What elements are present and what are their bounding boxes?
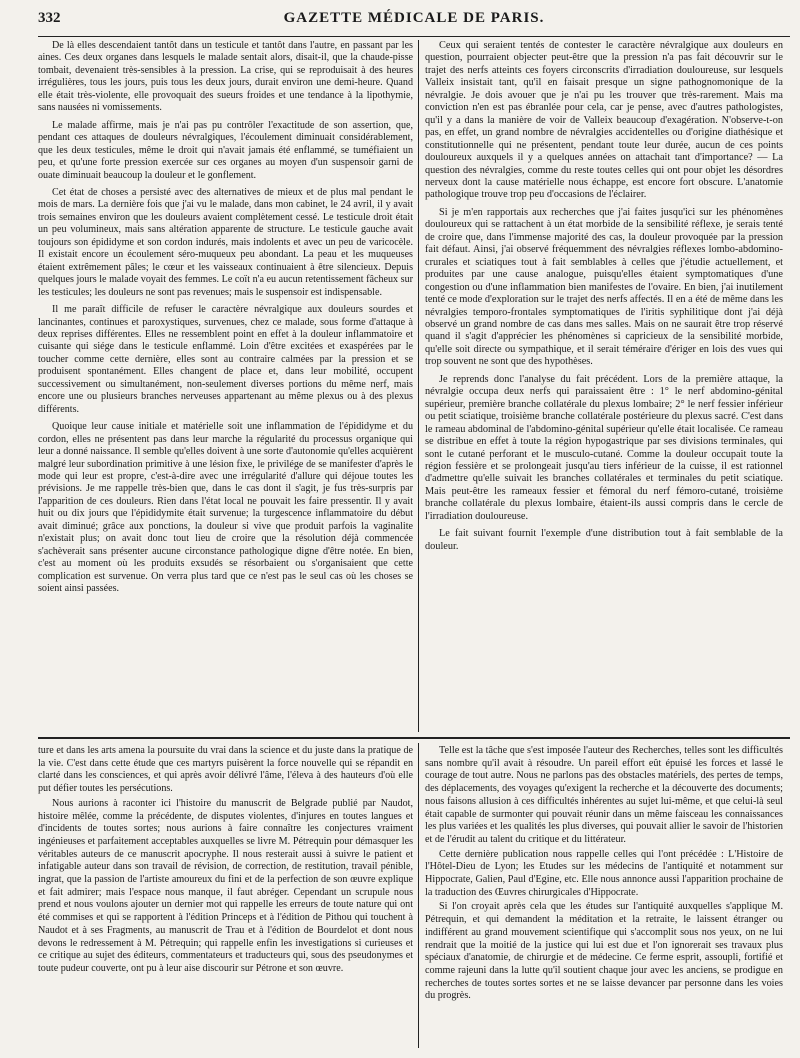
paragraph: Cet état de choses a persisté avec des alternatives de mieux et de plus mal pendant le mois de mars. La dernière fois que j'ai vu le malade, dans mon cabinet, le 24 avril, il y avait trois semaines environ que les douleurs avaient complètement cessé. Le testicule droit était un peu volumineux, mais sans altération apparente de structure. Le testicule gauche avait toujours son épididyme et son cordon indurés, mais indolents et avec un peu de varicocèle. Il existait encore un écoulement séro-muqueux peu abondant. La peau et les muqueuses étaient extrêmement pâles; le cœur et les vaisseaux continuaient à être silencieux. Depuis quelques jours le malade voyait des femmes. Le coït n'a eu aucun retentissement fâcheux sur les testicules; les douleurs ne sont pas revenues; mais le suspensoir est indispensable.	[38, 186, 413, 298]
paragraph: Cette dernière publication nous rappelle celles qui l'ont précédée : L'Histoire de l'Hôtel-Dieu de Lyon; les Etudes sur les médecins de l'antiquité et notamment sur Hippocrate, Galien, Paul d'Egine, etc. Elle nous annonce aussi l'apparition prochaine de la traduction des Œuvres chirurgicales d'Hippocrate.	[425, 848, 783, 898]
review-column-left	[38, 745, 413, 978]
paragraph: Quoique leur cause initiale et matérielle soit une inflammation de l'épididyme et du cordon, elles ne présentent pas dans leur marche la régularité du processus organique qui leur a donné naissance. Il semble qu'elles doivent à une sorte d'autonomie qu'elles acquièrent malgré leur subordination primitive à une lésion fixe, le privilége de se manifester d'après le mode qui leur est propre, c'est-à-dire avec une irrégularité d'allure qui déjoue toutes les prévisions. Je me rappelle très-bien que, dans le cas dont il s'agit, je fus très-surpris par l'apparition de ces douleurs. Rien dans l'état local ne pouvait les faire pressentir. Il y avait huit ou dix jours que l'épididymite était survenue; la turgescence inflammatoire du début avait diminué; grâce aux ponctions, la douleur si vive que produit parfois la vaginalite n'existait plus; on avait donc tout lieu de croire que la résolution déjà commencée s'achèverait sans présenter aucune circonstance pathologique digne d'être notée. En bien, c'est au moment où les produits exsudés se résorbaient ou s'organisaient que cette complication est survenue. On verra plus tard que ce n'est pas le seul cas où les choses se soient ainsi passées.	[38, 421, 413, 595]
paragraph: Je reprends donc l'analyse du fait précédent. Lors de la première attaque, la névralgie occupa deux nerfs qui paraissaient être : 1° le nerf abdomino-génital supérieur, première branche collatérale du plexus lombaire; 2° le nerf fessier inférieur ou petit sciatique, troisième branche collatérale postérieure du plexus sacré. C'est dans le rameau abdominal de l'abdomino-génital supérieur qu'elle était localisée. Ce rameau se distribue en effet à toute la région hypogastrique par ses divisions terminales, qui sont le cutané perforant et le musculo-cutané. Comme la douleur occupait toute la région fessière et se prolongeait jusqu'au tiers inférieur de la cuisse, il est rationnel d'admettre qu'elle suivait les branches collatérales et terminales du petit sciatique. Mais peut-être les rameaux fessier et fémoral du nerf fémoro-cutané, troisième branche collatérale du plexus lombaire, étaient-ils aussi compris dans le cercle de l'irradiation douloureuse.	[425, 373, 783, 522]
section-divider	[38, 737, 790, 739]
page-number: 332	[38, 10, 61, 26]
paragraph: Nous aurions à raconter ici l'histoire du manuscrit de Belgrade publié par Naudot, histoire mêlée, comme la précédente, de disputes violentes, d'injures en toutes langues et d'incidents de toutes sortes; nous aurions à faire connaître les conjectures vraiment ingénieuses et parfaitement acceptables auxquelles se livre M. Pétrequin pour démasquer les véritables auteurs de ce manuscrit apocryphe. Il nous resterait aussi à suivre le patient et infatigable auteur dans son travail de révision, de correction, de restitution, travail pénible, ingrat, que la passion de l'artiste amoureux du fini et de la perfection de son œuvre explique et fait admirer; mais l'espace nous manque, il faut abréger. Cependant un scrupule nous prend et nous voulons ajouter un dernier mot qui rappelle les erreurs de toute nature qui ont été commises et qui se rapportent à l'édition Princeps et à l'édition de Pithou qui touchent à Naudot et à ses Fragments, au manuscrit de Trau et à l'édition de Bourdelot et dont nous devons le redressement à M. Pétrequin; qui rappelle enfin les investigations si curieuses et ce critique au sujet des éditeurs, commentateurs et traducteurs qui, sous des pseudonymes et toute pudeur couverte, ont pu à leur aise discourir sur Pétrone et son œuvre.	[38, 797, 413, 974]
paragraph: Il me paraît difficile de refuser le caractère névralgique aux douleurs sourdes et lancinantes, continues et paroxystiques, survenues, chez ce malade, sous forme d'attaque à deux reprises différentes. Elles ne ressemblent point en effet à la douleur inflammatoire et cuisante qui siége dans le testicule enflammé. Loin d'être excitées et exaspérées par le toucher comme cette dernière, elles sont au contraire calmées par la pression et se produisent spontanément. Elles changent de place et, dans leur mobilité, occupent successivement ou simultanément, non-seulement diverses portions du même nerf, mais encore une ou plusieurs branches nerveuses appartenant au même plexus ou à des plexus différents.	[38, 304, 413, 415]
paragraph: Si je m'en rapportais aux recherches que j'ai faites jusqu'ici sur les phénomènes douloureux qui se rattachent à un état morbide de la sensibilité réflexe, je serais tenté de croire que, dans l'immense majorité des cas, la douleur provoquée par la pression fait défaut. Ainsi, j'ai observé fréquemment des névralgies réflexes lombo-abdomino-crurales et sciatiques tout à fait semblables à celles que j'étudie actuellement, et produites par une cause analogue, puisqu'elles étaient symptomatiques d'une congestion ou d'une inflammation bien manifestes de l'ovaire. En bien, j'ai inutilement tenté ce mode d'exploration sur le trajet des nerfs affectés. Il en a été de même dans les névralgies temporo-frontales symptomatiques de l'iritis syphilitique dont j'ai déjà observé un grand nombre de cas dans mes salles. Mais on ne saurait être trop réservé quand il s'agit d'apprécier les phénomènes si capricieux de la sensibilité morbide, qu'elle soit directe ou sympathique, et il serait téméraire d'ériger en lois des vues qui trop souvent ne sont que des hypothèses.	[425, 206, 783, 368]
paragraph: Le malade affirme, mais je n'ai pas pu contrôler l'exactitude de son assertion, que, pendant ces attaques de douleurs névralgiques, l'écoulement diminuait considérablement, que les deux testicules, même le droit qui n'avait jamais été enflammé, se tuméfiaient un peu, et qu'une forte pression exercée sur ces organes au moyen d'un suspensoir garni de ouate diminuait beaucoup la douleur et le gonflement.	[38, 119, 413, 181]
article-column-left	[38, 40, 413, 600]
paragraph: Telle est la tâche que s'est imposée l'auteur des Recherches, telles sont les difficultés sans nombre qu'il avait à résoudre. Un pareil effort eût épuisé les forces et lassé le courage de tout autre. Nous ne parlons pas des obstacles matériels, des pertes de temps, des déplacements, des voyages qu'exigent la recherche et la découverte des documents; nous faisons allusion à ces difficultés inhérentes au sujet lui-même, et que celui-là seul était capable de surmonter qui pouvait réunir dans un même faisceau les connaissances les plus variées et les qualités les plus diverses, qui pouvait allier le savoir de l'historien et de l'érudit au talent du critique et du littérateur.	[425, 745, 783, 845]
review-column-right	[425, 745, 783, 1005]
paragraph: Le fait suivant fournit l'exemple d'une distribution tout à fait semblable de la douleur.	[425, 528, 783, 552]
article-column-right	[425, 40, 783, 558]
header-rule	[38, 36, 790, 37]
page-header	[38, 6, 790, 34]
column-divider-bottom	[418, 743, 419, 1048]
column-divider-top	[418, 40, 419, 732]
paragraph: ture et dans les arts amena la poursuite du vrai dans la science et du juste dans la pratique de la vie. C'est dans cette étude que ces martyrs puisèrent la force nouvelle qui se répandit en clarté dans les consciences, et qui après avoir délivré l'âme, l'éleva à des hauteurs d'où elle put défier toutes les persécutions.	[38, 745, 413, 795]
paragraph: Si l'on croyait après cela que les études sur l'antiquité auxquelles s'applique M. Pétrequin, et qui demandent la méditation et la retraite, le laissent étranger ou indifférent au grand mouvement scientifique qui s'accomplit sous nos yeux, on ne lui rendrait que la moitié de la justice qui lui est due et l'on ignorerait ses travaux plus spéciaux d'anatomie, de chirurgie et de médecine. Ce ferme esprit, assoupli, fortifié et comme rajeuni dans la lutte qu'il soutient chaque jour avec les anciens, se prodigue en recherches de toutes sortes sortes et ne se laisse devancer par personne dans les voies du progrès.	[425, 901, 783, 1002]
paragraph: Ceux qui seraient tentés de contester le caractère névralgique aux douleurs en question, pourraient objecter peut-être que la pression n'a pas fait découvrir sur le trajet des nerfs atteints ces foyers circonscrits d'irradiation douloureuse, sur lesquels Valleix insistait tant, qu'il en faisait presque un signe pathognomonique de la névralgie. Je dois avouer que je n'ai pu les trouver que très-rarement. Mais ma conviction n'en est pas ébranlée pour cela, car je pense, avec d'autres pathologistes, qu'il y a dans la manière de voir de Valleix beaucoup d'exagération. N'observe-t-on pas, en effet, un grand nombre de névralgies accidentelles ou d'origine diathésique et constitutionnelle qui ne présentent, pendant toute leur durée, aucun de ces points douloureux auxquels il y a quelques années on attachait tant d'importance? — La question des névralgies, comme du reste toutes celles qui ont pour objet les désordres nerveux dont la cause matérielle nous échappe, est encore fort obscure. L'anatomie pathologique trouve trop peu d'occasions de l'éclairer.	[425, 40, 783, 201]
paragraph: De là elles descendaient tantôt dans un testicule et tantôt dans l'autre, en passant par les aines. Ces deux organes dans lesquels le malade sentait alors, disait-il, que la chaude-pisse tombait, devenaient très-sensibles à la pression. La crise, qui se reproduisait à des heures irrégulières, tous les jours, puis tous les deux jours, durait environ une demi-heure. Quand elle était très-violente, elle provoquait des sueurs froides et une tendance à la lipothymie, sans nausées ni vomissements.	[38, 40, 413, 114]
journal-title: GAZETTE MÉDICALE DE PARIS.	[283, 10, 545, 26]
